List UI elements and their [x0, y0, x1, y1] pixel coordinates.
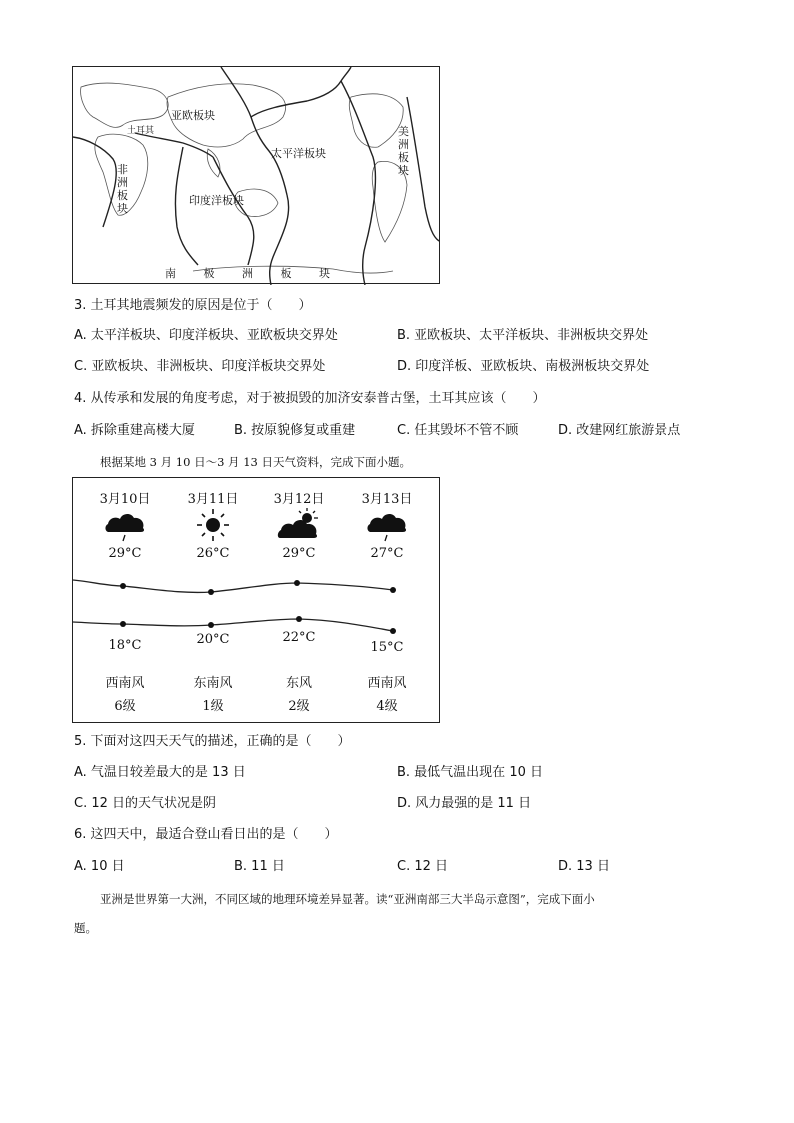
question-6-stem: 6. 这四天中，最适合登山看日出的是（ ） — [74, 827, 338, 842]
wind-direction: 东南风 — [193, 676, 233, 691]
weather-day-1 — [85, 478, 165, 724]
low-temp-label: 18°C — [108, 638, 142, 653]
q6-option-b[interactable]: B. 11 日 — [234, 859, 285, 874]
weather-day-4 — [347, 478, 427, 724]
weather-date: 3月12日 — [273, 492, 325, 507]
cloud-rain-icon — [365, 508, 409, 542]
low-temp-label: 15°C — [370, 640, 404, 655]
q4-option-c[interactable]: C. 任其毁坏不管不顾 — [397, 423, 519, 438]
q3-option-b[interactable]: B. 亚欧板块、太平洋板块、非洲板块交界处 — [397, 328, 649, 343]
question-5-stem: 5. 下面对这四天天气的描述，正确的是（ ） — [74, 734, 351, 749]
weather-date: 3月11日 — [187, 492, 239, 507]
q6-option-d[interactable]: D. 13 日 — [558, 859, 610, 874]
question-4-stem: 4. 从传承和发展的角度考虑，对于被损毁的加济安泰普古堡，土耳其应该（ ） — [74, 391, 546, 406]
q6-option-c[interactable]: C. 12 日 — [397, 859, 449, 874]
wind-level: 4级 — [376, 699, 398, 714]
antarctic-plate-label: 南 极 洲 板 块 — [165, 267, 342, 280]
q3-option-c[interactable]: C. 亚欧板块、非洲板块、印度洋板块交界处 — [74, 359, 326, 374]
weather-day-3 — [259, 478, 339, 724]
q6-option-a[interactable]: A. 10 日 — [74, 859, 125, 874]
low-temp-label: 20°C — [196, 632, 230, 647]
sun-icon — [191, 508, 235, 542]
high-temp-label: 27°C — [370, 546, 404, 561]
q3-option-d[interactable]: D. 印度洋板、亚欧板块、南极洲板块交界处 — [397, 359, 650, 374]
q4-option-b[interactable]: B. 按原貌修复或重建 — [234, 423, 356, 438]
q4-option-a[interactable]: A. 拆除重建高楼大厦 — [74, 423, 195, 438]
pacific-plate-label: 太平洋板块 — [271, 147, 326, 160]
sun-cloud-icon — [277, 508, 321, 542]
q5-option-b[interactable]: B. 最低气温出现在 10 日 — [397, 765, 543, 780]
asia-intro-line-1: 亚洲是世界第一大洲，不同区域的地理环境差异显著。读“亚洲南部三大半岛示意图”，完成下面小 — [100, 892, 595, 906]
q4-option-d[interactable]: D. 改建网红旅游景点 — [558, 423, 681, 438]
wind-direction: 东风 — [285, 676, 312, 691]
q3-option-a[interactable]: A. 太平洋板块、印度洋板块、亚欧板块交界处 — [74, 328, 338, 343]
indian-plate-label: 印度洋板块 — [189, 194, 244, 207]
question-3-stem: 3. 土耳其地震频发的原因是位于（ ） — [74, 298, 312, 313]
weather-date: 3月13日 — [361, 492, 413, 507]
weather-intro: 根据某地 3 月 10 日～3 月 13 日天气资料，完成下面小题。 — [100, 455, 411, 469]
wind-level: 2级 — [288, 699, 310, 714]
high-temp-label: 26°C — [196, 546, 230, 561]
low-temp-label: 22°C — [282, 630, 316, 645]
high-temp-label: 29°C — [282, 546, 316, 561]
q5-option-a[interactable]: A. 气温日较差最大的是 13 日 — [74, 765, 246, 780]
wind-level: 6级 — [114, 699, 136, 714]
eurasian-plate-label: 亚欧板块 — [171, 109, 215, 122]
high-temp-label: 29°C — [108, 546, 142, 561]
weather-day-2 — [173, 478, 253, 724]
q5-option-c[interactable]: C. 12 日的天气状况是阴 — [74, 796, 217, 811]
turkey-label: 土耳其 — [127, 126, 155, 136]
asia-intro-line-2: 题。 — [74, 921, 97, 935]
wind-direction: 西南风 — [367, 676, 407, 691]
weather-panel — [72, 477, 440, 723]
african-plate-label: 非洲板块 — [117, 163, 128, 215]
wind-direction: 西南风 — [105, 676, 145, 691]
weather-date: 3月10日 — [99, 492, 151, 507]
cloud-rain-icon — [103, 508, 147, 542]
plate-map — [72, 66, 440, 284]
american-plate-label: 美洲板块 — [398, 125, 409, 177]
q5-option-d[interactable]: D. 风力最强的是 11 日 — [397, 796, 532, 811]
wind-level: 1级 — [202, 699, 224, 714]
